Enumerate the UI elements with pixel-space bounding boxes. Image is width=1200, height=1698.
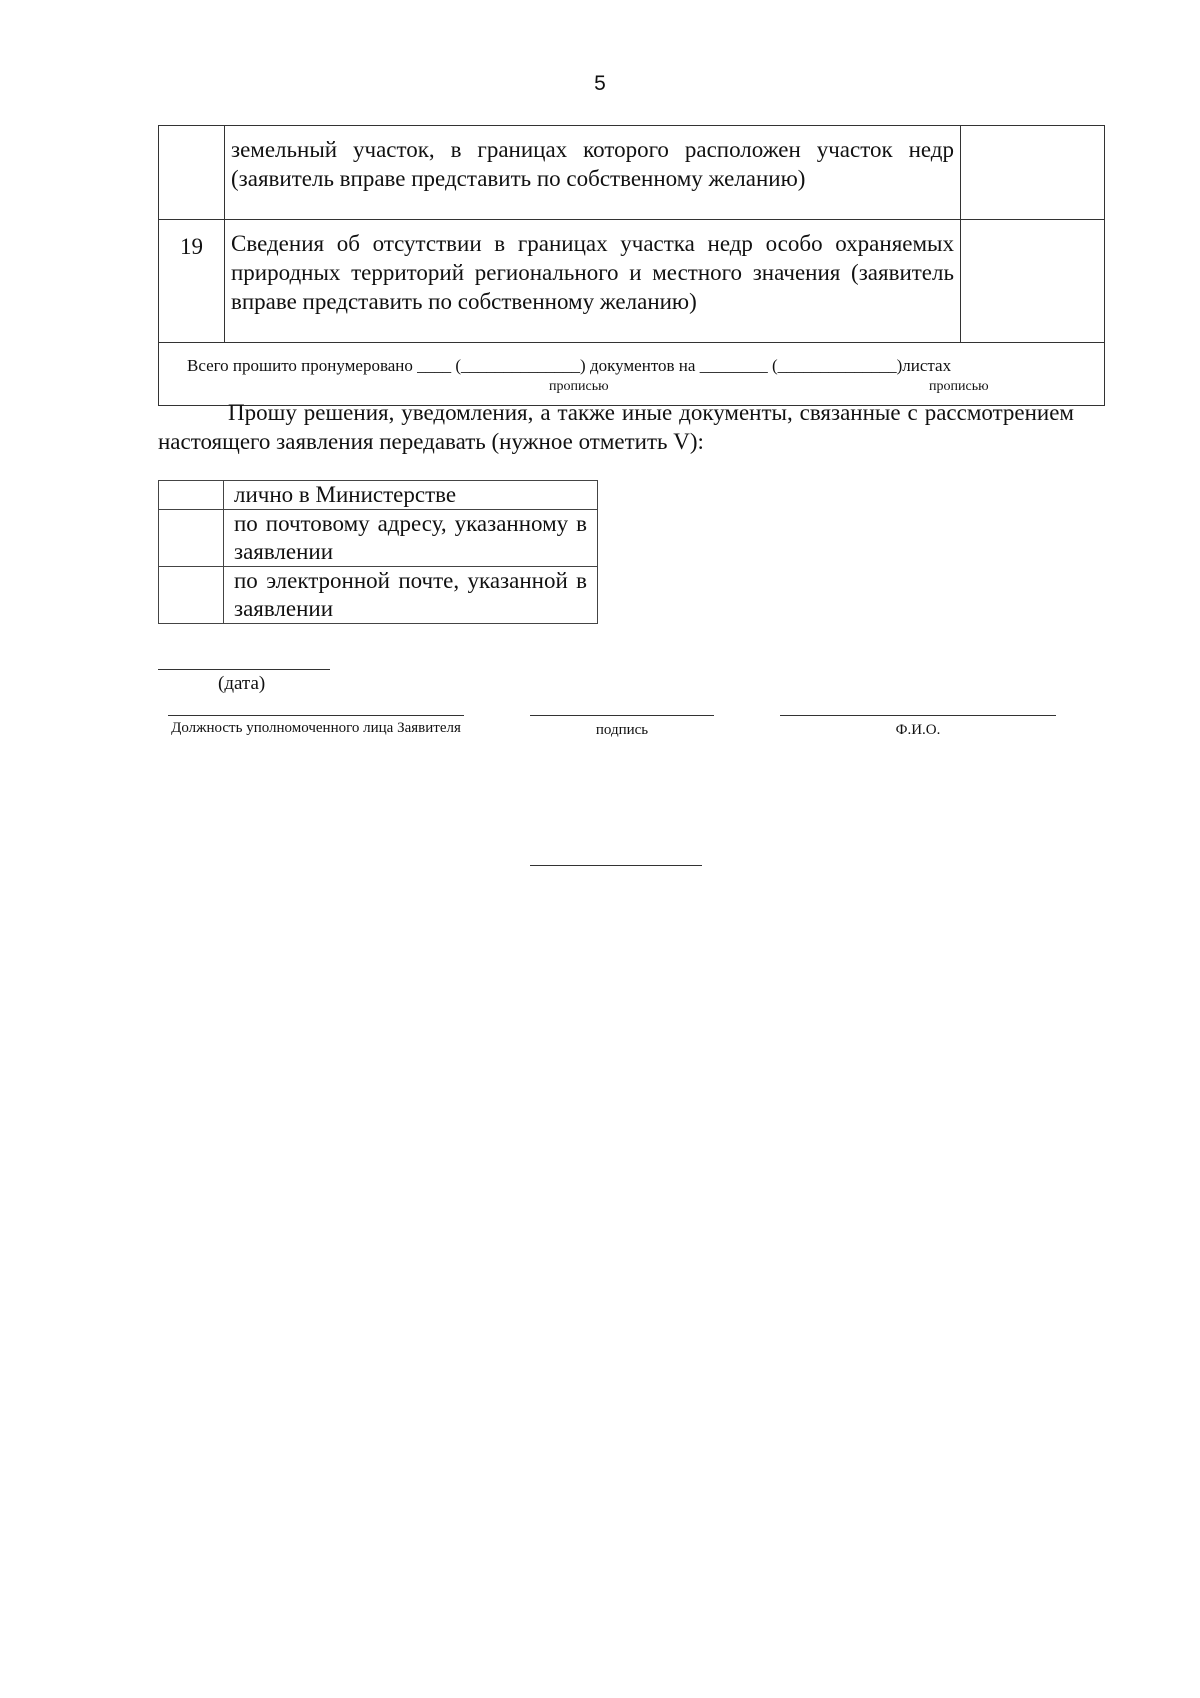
delivery-option-label: по электронной почте, указанной в заявлении xyxy=(224,567,598,624)
documents-table xyxy=(158,125,1105,406)
delivery-option-label: лично в Министерстве xyxy=(224,481,598,510)
delivery-option-row xyxy=(159,510,598,567)
table-row xyxy=(159,220,1105,343)
row-mark-cell[interactable] xyxy=(961,126,1105,220)
propis-label: прописью xyxy=(549,379,609,394)
date-label: (дата) xyxy=(218,673,266,694)
propis-label: прописью xyxy=(929,379,989,394)
page-number: 5 xyxy=(594,72,606,95)
total-documents-line: Всего прошито пронумеровано ____ (______________) документов на ________ (______________)листах xyxy=(187,356,952,375)
signature-line[interactable] xyxy=(530,715,714,716)
delivery-option-row xyxy=(159,481,598,510)
row-mark-cell[interactable] xyxy=(961,220,1105,343)
row-description: Сведения об отсутствии в границах участка недр особо охраняемых природных территорий регионального и местного значения (заявитель вправе представить по собственному желанию) xyxy=(225,220,961,343)
delivery-option-label: по почтовому адресу, указанному в заявлении xyxy=(224,510,598,567)
delivery-checkbox[interactable] xyxy=(159,510,224,567)
signature-label: подпись xyxy=(595,722,649,738)
row-description: земельный участок, в границах которого расположен участок недр (заявитель вправе представить по собственному желанию) xyxy=(225,126,961,220)
delivery-checkbox[interactable] xyxy=(159,567,224,624)
delivery-request-text: Прошу решения, уведомления, а также иные документы, связанные с рассмотрением настоящего заявления передавать (нужное отметить V): xyxy=(158,400,1074,454)
position-label: Должность уполномоченного лица Заявителя xyxy=(171,720,461,736)
date-line[interactable] xyxy=(158,669,330,670)
row-number: 19 xyxy=(159,220,225,343)
full-name-line[interactable] xyxy=(780,715,1056,716)
table-row xyxy=(159,126,1105,220)
full-name-label: Ф.И.О. xyxy=(895,722,941,738)
delivery-options-table xyxy=(158,480,598,624)
delivery-option-row xyxy=(159,567,598,624)
delivery-checkbox[interactable] xyxy=(159,481,224,510)
total-cell xyxy=(159,343,1105,406)
end-divider xyxy=(530,865,702,866)
total-row xyxy=(159,343,1105,406)
position-line[interactable] xyxy=(168,715,464,716)
row-number xyxy=(159,126,225,220)
